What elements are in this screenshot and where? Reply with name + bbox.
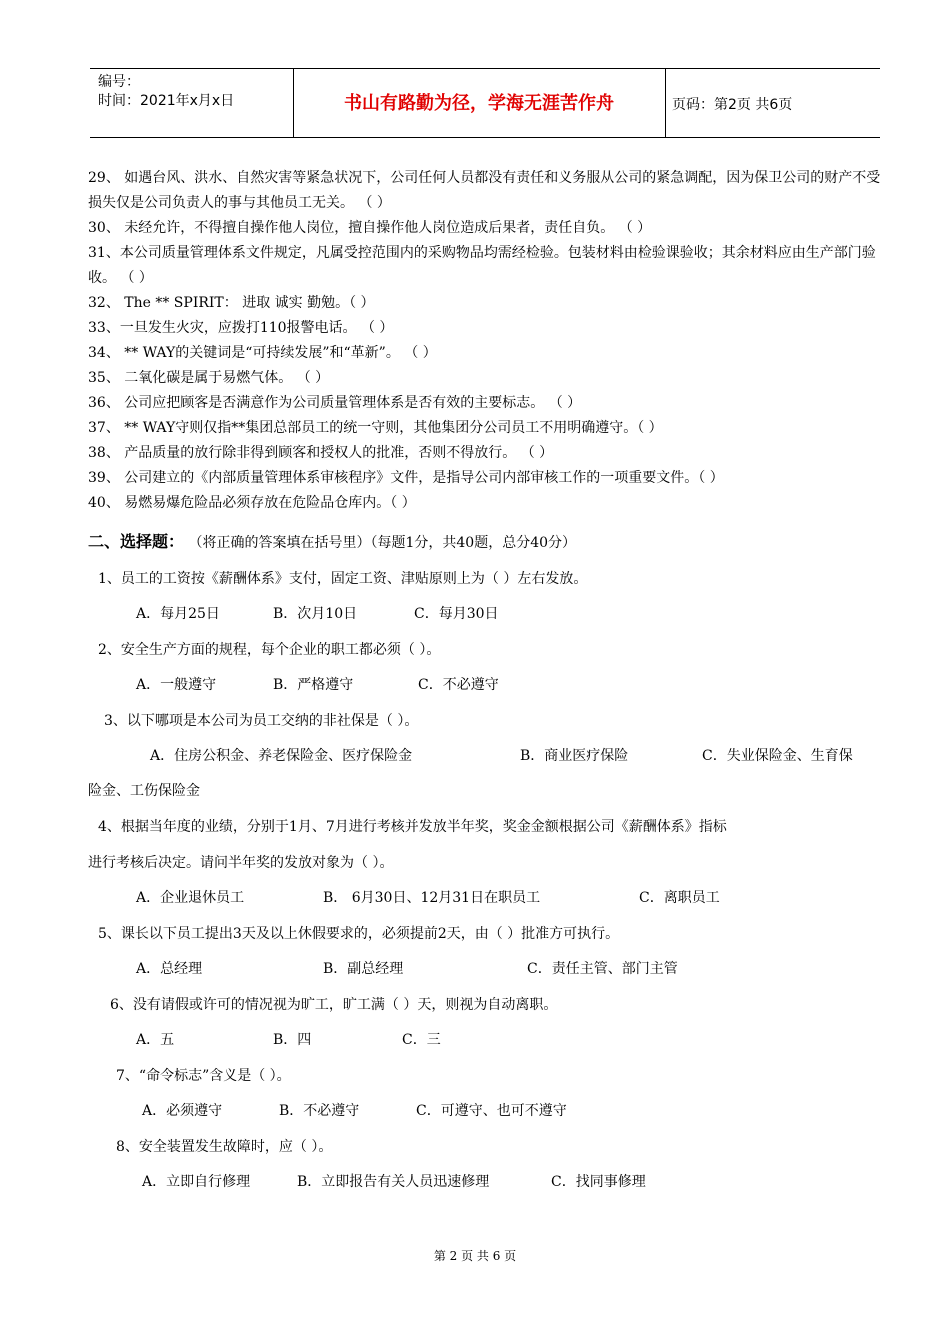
option-row bbox=[88, 1169, 888, 1195]
tf-item: 29、 如遇台风、洪水、自然灾害等紧急状况下，公司任何人员都没有责任和义务服从公司的紧急调配，因为保卫公司的财产不受损失仅是公司负责人的事与其他员工无关。 （ ） bbox=[88, 170, 881, 211]
option-row bbox=[88, 601, 888, 627]
option-c: C．离职员工 bbox=[639, 890, 720, 906]
document-body bbox=[88, 166, 888, 1195]
option-c: C．责任主管、部门主管 bbox=[527, 961, 678, 977]
question-stem: 3、以下哪项是本公司为员工交纳的非社保是（ ）。 bbox=[104, 713, 419, 729]
section-title: 二、选择题： bbox=[88, 532, 185, 551]
option-c: C．可遵守、也可不遵守 bbox=[416, 1103, 567, 1119]
option-b: B． 6月30日、12月31日在职员工 bbox=[323, 890, 541, 906]
number-label: 编号： bbox=[98, 74, 140, 90]
header-divider bbox=[665, 69, 666, 137]
tf-item: 39、 公司建立的《内部质量管理体系审核程序》文件，是指导公司内部审核工作的一项重要文件。（ ） bbox=[88, 470, 724, 486]
option-continuation: 险金、工伤保险金 bbox=[88, 783, 200, 799]
header-motto: 书山有路勤为径，学海无涯苦作舟 bbox=[344, 93, 614, 114]
time-label: 时间：2021年x月x日 bbox=[98, 93, 235, 109]
option-row bbox=[88, 956, 888, 982]
option-c: C．不必遵守 bbox=[418, 677, 499, 693]
header-page-label: 页码：第2页 共6页 bbox=[672, 97, 793, 113]
tf-item: 30、 未经允许，不得擅自操作他人岗位，擅自操作他人岗位造成后果者，责任自负。 （ ） bbox=[88, 220, 652, 236]
option-c: C．找同事修理 bbox=[551, 1174, 646, 1190]
option-a: A．五 bbox=[136, 1032, 175, 1048]
tf-item: 33、一旦发生火灾，应拨打110报警电话。 （ ） bbox=[88, 320, 394, 336]
option-a: A．一般遵守 bbox=[136, 677, 217, 693]
tf-item: 31、本公司质量管理体系文件规定，凡属受控范围内的采购物品均需经检验。包装材料由检验课验收；其余材料应由生产部门验收。 （ ） bbox=[88, 245, 876, 286]
option-row bbox=[88, 743, 888, 769]
option-b: B．副总经理 bbox=[323, 961, 404, 977]
question-stem: 2、安全生产方面的规程，每个企业的职工都必须（ ）。 bbox=[98, 642, 441, 658]
option-row bbox=[88, 885, 888, 911]
option-b: B．四 bbox=[273, 1032, 312, 1048]
header-meta bbox=[98, 73, 234, 111]
document-header bbox=[90, 68, 880, 138]
tf-item: 34、 ** WAY的关键词是“可持续发展”和“革新”。 （ ） bbox=[88, 345, 437, 361]
option-a: A．立即自行修理 bbox=[142, 1174, 251, 1190]
option-b: B．商业医疗保险 bbox=[520, 748, 629, 764]
option-b: B．不必遵守 bbox=[279, 1103, 360, 1119]
option-a: A．总经理 bbox=[136, 961, 203, 977]
page-footer: 第 2 页 共 6 页 bbox=[433, 1249, 517, 1263]
option-c: C．失业保险金、生育保 bbox=[702, 748, 853, 764]
tf-item: 40、 易燃易爆危险品必须存放在危险品仓库内。（ ） bbox=[88, 495, 416, 511]
question-stem-continued: 进行考核后决定。请问半年奖的发放对象为（ ）。 bbox=[88, 855, 394, 871]
option-a: A．每月25日 bbox=[136, 606, 220, 622]
option-a: A．必须遵守 bbox=[142, 1103, 223, 1119]
question-stem: 5、课长以下员工提出3天及以上休假要求的，必须提前2天，由（ ）批准方可执行。 bbox=[98, 926, 620, 942]
section-heading bbox=[88, 529, 888, 556]
tf-item: 36、 公司应把顾客是否满意作为公司质量管理体系是否有效的主要标志。 （ ） bbox=[88, 395, 582, 411]
option-row bbox=[88, 672, 888, 698]
question-stem: 1、员工的工资按《薪酬体系》支付，固定工资、津贴原则上为（ ）左右发放。 bbox=[98, 571, 588, 587]
option-b: B．立即报告有关人员迅速修理 bbox=[297, 1174, 490, 1190]
option-c: C．三 bbox=[402, 1032, 441, 1048]
option-a: A．住房公积金、养老保险金、医疗保险金 bbox=[150, 748, 413, 764]
option-row bbox=[88, 1027, 888, 1053]
option-b: B．次月10日 bbox=[273, 606, 358, 622]
question-stem: 8、安全装置发生故障时，应（ ）。 bbox=[116, 1139, 333, 1155]
question-stem: 7、“命令标志”含义是（ ）。 bbox=[116, 1068, 291, 1084]
tf-item: 35、 二氧化碳是属于易燃气体。 （ ） bbox=[88, 370, 330, 386]
question-stem: 4、根据当年度的业绩，分别于1月、7月进行考核并发放半年奖，奖金金额根据公司《薪酬体系》指标 bbox=[98, 819, 727, 835]
true-false-list bbox=[88, 166, 888, 516]
question-stem: 6、没有请假或许可的情况视为旷工，旷工满（ ）天，则视为自动离职。 bbox=[110, 997, 558, 1013]
option-b: B．严格遵守 bbox=[273, 677, 354, 693]
option-row bbox=[88, 1098, 888, 1124]
section-note: （将正确的答案填在括号里）（每题1分，共40题，总分40分） bbox=[188, 535, 577, 551]
tf-item: 38、 产品质量的放行除非得到顾客和授权人的批准，否则不得放行。 （ ） bbox=[88, 445, 554, 461]
option-a: A．企业退休员工 bbox=[136, 890, 245, 906]
option-c: C．每月30日 bbox=[414, 606, 499, 622]
tf-item: 32、 The ** SPIRIT： 进取 诚实 勤勉。（ ） bbox=[88, 295, 375, 311]
tf-item: 37、 ** WAY守则仅指**集团总部员工的统一守则，其他集团分公司员工不用明确遵守。（ ） bbox=[88, 420, 663, 436]
